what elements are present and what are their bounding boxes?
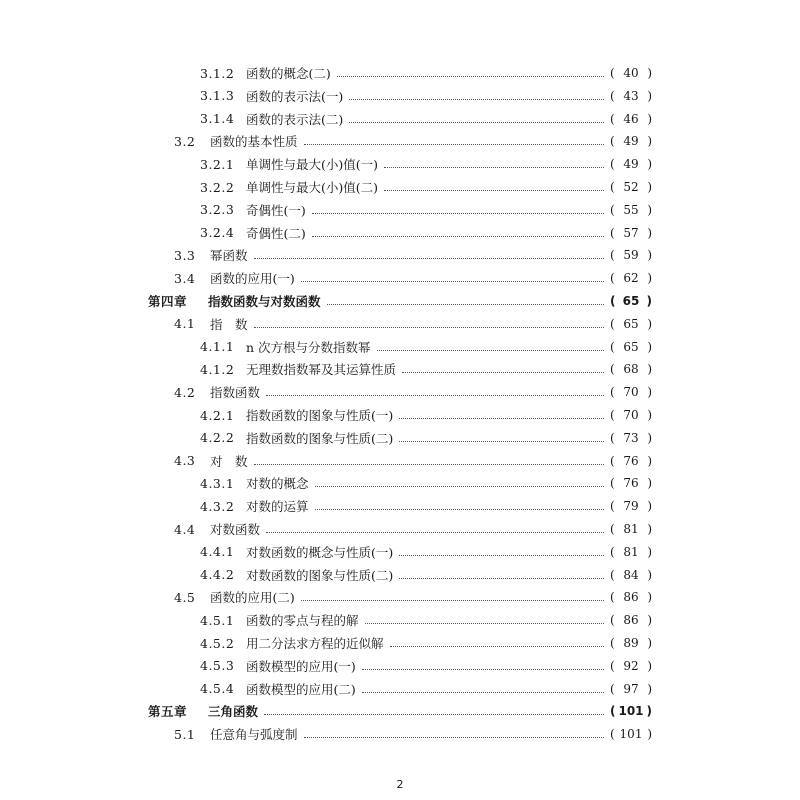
toc-section-entry[interactable] [174, 381, 652, 403]
page-number-value: 101 [618, 704, 644, 719]
page-open-paren: ( [610, 134, 615, 149]
page-number-value: 68 [623, 362, 639, 377]
page-number-value: 70 [623, 385, 639, 400]
page-number-value: 52 [623, 180, 639, 194]
entry-title: 对数函数的图象与性质(二) [246, 567, 394, 583]
page-close-paren: ) [646, 704, 652, 719]
dot-leader [399, 577, 604, 579]
entry-title: 对数的概念 [246, 476, 309, 492]
page-close-paren: ) [647, 727, 652, 742]
page-close-paren: ) [647, 590, 652, 605]
dot-leader [365, 622, 604, 624]
entry-title: 指数函数的图象与性质(一) [246, 408, 394, 423]
entry-number: 4.4.1 [200, 544, 235, 560]
page-number-value: 65 [622, 294, 640, 308]
page-number-value: 65 [623, 339, 639, 354]
page-close-paren: ) [647, 66, 652, 80]
entry-title: 函数的应用(二) [210, 590, 295, 606]
entry-number: 5.1 [174, 726, 196, 742]
page-number-value: 81 [623, 544, 639, 559]
dot-leader [349, 121, 604, 123]
page-close-paren: ) [647, 248, 652, 263]
entry-number: 3.2.3 [200, 202, 235, 218]
page-open-paren: ( [610, 544, 615, 559]
page-close-paren: ) [647, 613, 652, 628]
entry-title: 对数函数的概念与性质(一) [246, 544, 394, 560]
dot-leader [264, 713, 604, 715]
entry-number: 3.1.3 [200, 88, 235, 104]
dot-leader [254, 463, 604, 465]
toc-subsection-entry[interactable] [200, 85, 652, 107]
entry-page [610, 590, 652, 604]
toc-section-entry[interactable] [174, 313, 652, 335]
entry-title: 指数函数 [210, 385, 261, 401]
toc-section-entry[interactable] [174, 723, 652, 745]
entry-number: 4.4.2 [200, 567, 235, 583]
page-open-paren: ( [610, 636, 615, 650]
entry-title: 无理数指数幂及其运算性质 [246, 362, 397, 378]
toc-subsection-entry[interactable] [200, 564, 652, 586]
page-close-paren: ) [647, 658, 652, 673]
page-close-paren: ) [647, 636, 652, 650]
page-number-value: 49 [623, 134, 639, 149]
page-number-value: 86 [623, 590, 639, 605]
toc-subsection-entry[interactable] [200, 404, 652, 426]
page-close-paren: ) [647, 430, 652, 445]
page-number-value: 101 [619, 727, 643, 742]
entry-title: 用二分法求方程的近似解 [246, 636, 384, 651]
page-number-value: 49 [623, 157, 639, 172]
dot-leader [384, 189, 604, 191]
page-number-value: 89 [623, 636, 639, 650]
entry-number: 4.5.4 [200, 681, 235, 697]
entry-title: 函数的概念(二) [246, 66, 331, 81]
page-number-value: 79 [623, 499, 639, 514]
page-open-paren: ( [610, 362, 615, 377]
page-number-value: 73 [623, 430, 639, 445]
entry-page [610, 226, 652, 240]
entry-title: 函数模型的应用(一) [246, 658, 356, 674]
toc-chapter-entry[interactable] [148, 700, 652, 722]
dot-leader [312, 212, 604, 214]
page-close-paren: ) [647, 567, 652, 582]
page-number: 2 [396, 778, 404, 791]
dot-leader [254, 326, 604, 328]
page-close-paren: ) [647, 362, 652, 377]
toc-subsection-entry[interactable] [200, 678, 652, 700]
entry-number: 4.3 [174, 453, 196, 469]
toc-chapter-entry[interactable] [148, 290, 652, 312]
page-number-value: 55 [623, 202, 639, 217]
page-number-value: 65 [623, 316, 639, 331]
entry-page [610, 431, 652, 445]
dot-leader [362, 691, 604, 693]
entry-page [610, 340, 652, 354]
page-open-paren: ( [610, 476, 615, 491]
entry-number: 4.2.2 [200, 430, 235, 446]
page-open-paren: ( [610, 658, 615, 673]
page-open-paren: ( [610, 294, 616, 308]
page-open-paren: ( [610, 567, 615, 582]
dot-leader [399, 417, 604, 419]
dot-leader [362, 668, 604, 670]
entry-number: 3.2 [174, 133, 196, 149]
entry-page [610, 568, 652, 582]
page-number-value: 92 [623, 658, 639, 673]
page-open-paren: ( [610, 453, 615, 468]
page-close-paren: ) [647, 339, 652, 354]
page-number-value: 86 [623, 613, 639, 628]
toc-subsection-entry[interactable] [200, 176, 652, 198]
entry-number: 3.4 [174, 270, 196, 286]
dot-leader [390, 645, 604, 647]
page-open-paren: ( [610, 225, 615, 240]
page-close-paren: ) [647, 202, 652, 217]
entry-page [610, 727, 652, 741]
page-number-value: 43 [623, 88, 639, 103]
entry-number: 4.2.1 [200, 407, 235, 423]
page-number-value: 97 [623, 681, 639, 696]
page-open-paren: ( [610, 271, 615, 286]
page-open-paren: ( [610, 681, 615, 696]
toc-subsection-entry[interactable] [200, 632, 652, 654]
page-number-value: 59 [623, 248, 639, 263]
page-number-value: 57 [623, 225, 639, 240]
entry-page [610, 362, 652, 376]
entry-title: 函数的零点与程的解 [246, 613, 359, 629]
entry-number: 4.5.1 [200, 612, 235, 628]
dot-leader [254, 257, 604, 259]
page-close-paren: ) [647, 88, 652, 103]
toc-subsection-entry[interactable] [200, 609, 652, 631]
entry-number: 第四章 [148, 294, 188, 309]
toc-subsection-entry[interactable] [200, 495, 652, 517]
toc-section-entry[interactable] [174, 267, 652, 289]
entry-page [610, 613, 652, 627]
page-open-paren: ( [610, 157, 615, 172]
page-number-value: 81 [623, 522, 639, 536]
entry-page [610, 499, 652, 513]
entry-page [610, 522, 652, 536]
entry-number: 4.5.2 [200, 635, 235, 651]
entry-title: n 次方根与分数指数幂 [246, 339, 371, 355]
page-open-paren: ( [610, 704, 616, 719]
entry-number: 4.1.1 [200, 339, 235, 355]
page-close-paren: ) [647, 385, 652, 400]
page-close-paren: ) [647, 408, 652, 422]
dot-leader [301, 280, 604, 282]
dot-leader [266, 394, 604, 396]
entry-title: 函数的表示法(二) [246, 111, 344, 127]
dot-leader [399, 440, 604, 442]
toc-subsection-entry[interactable] [200, 153, 652, 175]
entry-page [610, 636, 652, 650]
entry-page [610, 271, 652, 285]
toc-subsection-entry[interactable] [200, 358, 652, 380]
entry-number: 4.5 [174, 589, 196, 605]
entry-page [610, 545, 652, 559]
page-open-paren: ( [610, 180, 615, 194]
entry-page [610, 248, 652, 262]
entry-page [610, 180, 652, 194]
page-close-paren: ) [647, 544, 652, 559]
entry-title: 指数函数的图象与性质(二) [246, 430, 394, 446]
page-open-paren: ( [610, 499, 615, 514]
toc-subsection-entry[interactable] [200, 336, 652, 358]
page-close-paren: ) [647, 453, 652, 468]
entry-number: 3.1.2 [200, 65, 235, 81]
entry-title: 奇偶性(二) [246, 225, 306, 241]
entry-title: 对 数 [210, 453, 248, 469]
entry-page [610, 408, 652, 422]
page-close-paren: ) [647, 476, 652, 491]
dot-leader [399, 554, 604, 556]
entry-title: 指数函数与对数函数 [208, 294, 321, 309]
entry-page [610, 704, 652, 718]
entry-page [610, 659, 652, 673]
dot-leader [315, 508, 604, 510]
toc-section-entry[interactable] [174, 450, 652, 472]
toc-subsection-entry[interactable] [200, 222, 652, 244]
entry-number: 4.3.1 [200, 475, 235, 491]
toc-subsection-entry[interactable] [200, 108, 652, 130]
dot-leader [315, 485, 604, 487]
entry-number: 4.3.2 [200, 498, 235, 514]
dot-leader [402, 371, 604, 373]
page-close-paren: ) [647, 499, 652, 514]
page-close-paren: ) [647, 316, 652, 331]
page-open-paren: ( [610, 339, 615, 354]
page-open-paren: ( [610, 408, 615, 422]
dot-leader [266, 531, 604, 533]
toc-subsection-entry[interactable] [200, 472, 652, 494]
entry-title: 单调性与最大(小)值(一) [246, 157, 379, 173]
entry-number: 4.2 [174, 384, 196, 400]
page-number-value: 76 [623, 476, 639, 491]
entry-page [610, 294, 652, 308]
page-open-paren: ( [610, 522, 615, 536]
entry-page [610, 385, 652, 399]
entry-number: 4.5.3 [200, 658, 235, 674]
page-number-value: 62 [623, 271, 639, 286]
entry-title: 幂函数 [210, 248, 248, 264]
page-close-paren: ) [647, 225, 652, 240]
page-open-paren: ( [610, 316, 615, 331]
toc-subsection-entry[interactable] [200, 427, 652, 449]
entry-title: 对数的运算 [246, 499, 309, 515]
page-close-paren: ) [647, 111, 652, 126]
dot-leader [304, 736, 604, 738]
entry-number: 3.1.4 [200, 111, 235, 127]
dot-leader [304, 143, 604, 145]
page-open-paren: ( [610, 430, 615, 445]
entry-page [610, 89, 652, 103]
entry-title: 指 数 [210, 316, 248, 332]
entry-title: 对数函数 [210, 522, 261, 537]
page-open-paren: ( [610, 66, 615, 80]
page-close-paren: ) [647, 180, 652, 194]
toc-section-entry[interactable] [174, 586, 652, 608]
entry-page [610, 66, 652, 80]
entry-page [610, 134, 652, 148]
entry-page [610, 112, 652, 126]
page-number-value: 76 [623, 453, 639, 468]
page-close-paren: ) [647, 271, 652, 286]
entry-number: 4.1 [174, 316, 196, 332]
entry-number: 3.3 [174, 247, 196, 263]
toc-section-entry[interactable] [174, 130, 652, 152]
entry-title: 单调性与最大(小)值(二) [246, 180, 379, 195]
toc-subsection-entry[interactable] [200, 199, 652, 221]
page-close-paren: ) [647, 522, 652, 536]
entry-page [610, 454, 652, 468]
page-open-paren: ( [610, 202, 615, 217]
entry-number: 第五章 [148, 704, 188, 720]
entry-page [610, 157, 652, 171]
dot-leader [301, 599, 604, 601]
entry-title: 三角函数 [208, 704, 259, 720]
page-close-paren: ) [647, 157, 652, 172]
page-open-paren: ( [610, 111, 615, 126]
entry-page [610, 203, 652, 217]
entry-title: 任意角与弧度制 [210, 727, 298, 743]
toc-subsection-entry[interactable] [200, 655, 652, 677]
entry-page [610, 317, 652, 331]
entry-title: 函数的基本性质 [210, 134, 298, 150]
page-open-paren: ( [610, 385, 615, 400]
page-number-value: 40 [623, 66, 639, 80]
toc-subsection-entry[interactable] [200, 541, 652, 563]
dot-leader [337, 75, 604, 77]
dot-leader [312, 235, 604, 237]
entry-page [610, 682, 652, 696]
page-open-paren: ( [610, 613, 615, 628]
page-number-value: 70 [623, 408, 639, 422]
page-open-paren: ( [610, 590, 615, 605]
page-open-paren: ( [610, 727, 615, 742]
page-open-paren: ( [610, 88, 615, 103]
dot-leader [349, 98, 604, 100]
page-close-paren: ) [647, 134, 652, 149]
page-number-value: 84 [623, 567, 639, 582]
dot-leader [384, 166, 604, 168]
entry-number: 3.2.2 [200, 179, 235, 195]
entry-title: 函数的表示法(一) [246, 88, 344, 104]
entry-number: 3.2.4 [200, 225, 235, 241]
entry-number: 4.4 [174, 521, 196, 537]
page-number-value: 46 [623, 111, 639, 126]
dot-leader [327, 303, 604, 305]
dot-leader [377, 349, 604, 351]
entry-title: 函数模型的应用(二) [246, 681, 356, 697]
toc-section-entry[interactable] [174, 518, 652, 540]
entry-page [610, 476, 652, 490]
toc-section-entry[interactable] [174, 244, 652, 266]
entry-number: 4.1.2 [200, 361, 235, 377]
page-open-paren: ( [610, 248, 615, 263]
toc-subsection-entry[interactable] [200, 62, 652, 84]
page-close-paren: ) [646, 294, 652, 308]
entry-title: 函数的应用(一) [210, 271, 295, 287]
entry-number: 3.2.1 [200, 156, 235, 172]
entry-title: 奇偶性(一) [246, 202, 306, 218]
page-close-paren: ) [647, 681, 652, 696]
